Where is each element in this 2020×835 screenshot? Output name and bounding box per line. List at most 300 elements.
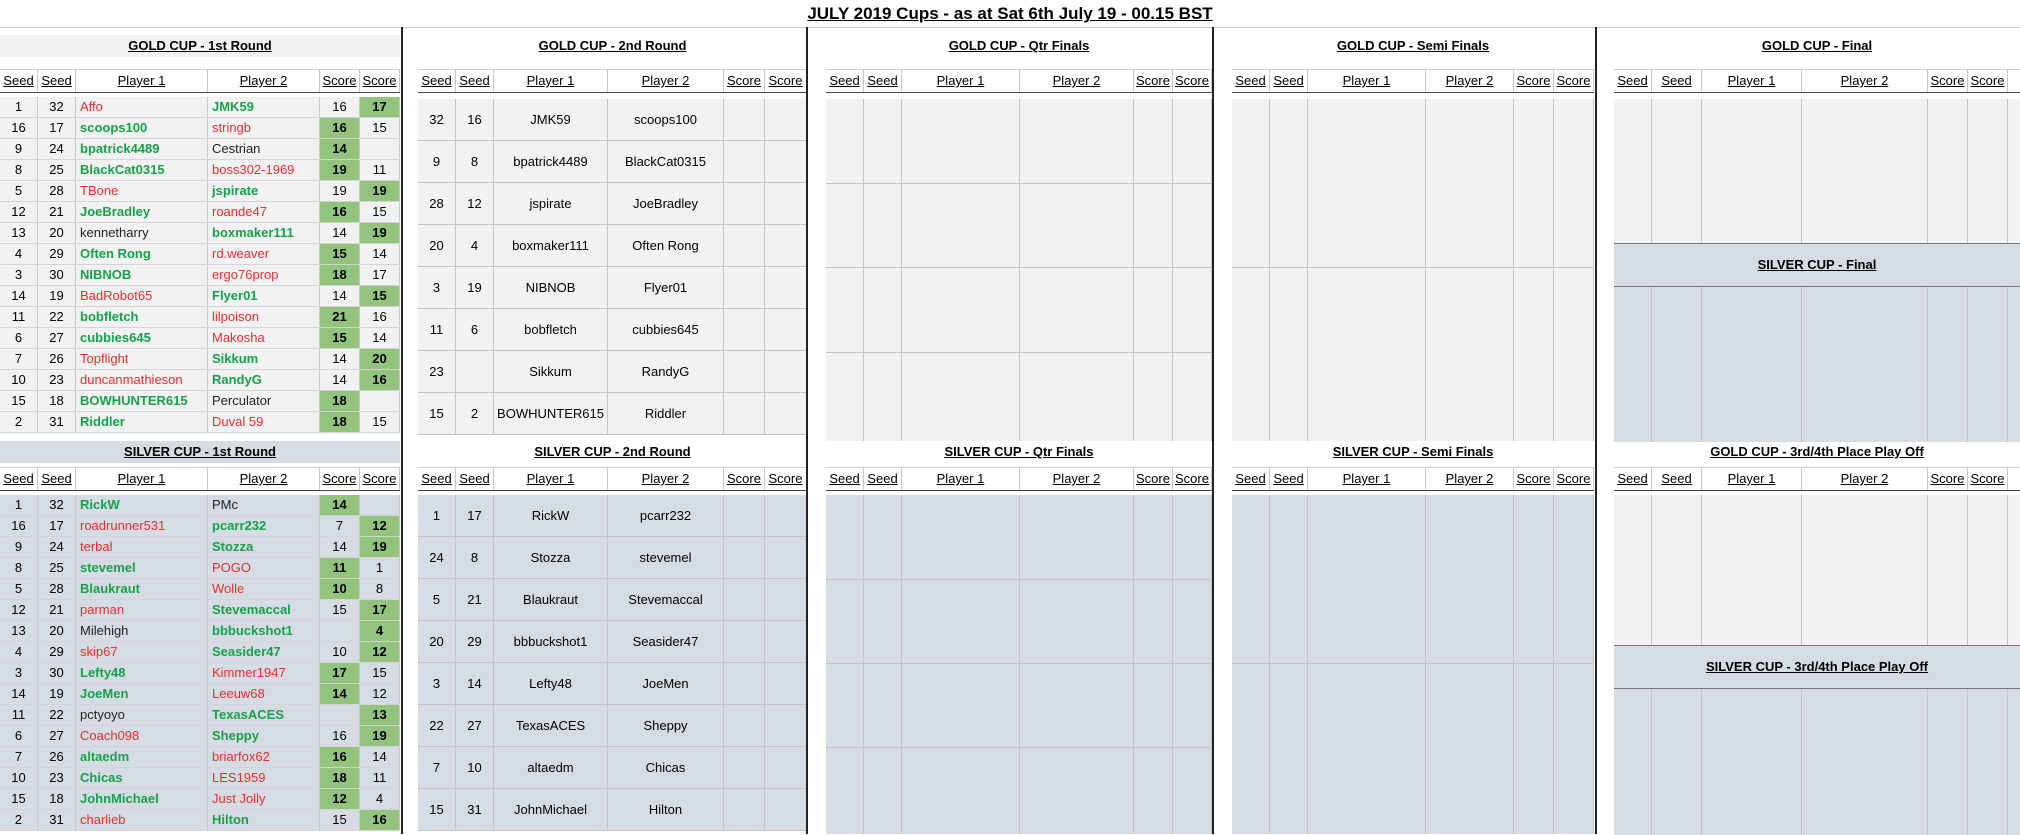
col-player2: Player 2 xyxy=(1426,468,1514,490)
seed-cell: 9 xyxy=(418,141,456,182)
seed-cell: 28 xyxy=(38,579,76,599)
col-score: Score xyxy=(765,468,807,490)
score2-cell: 12 xyxy=(360,516,400,536)
player2-cell: stringb xyxy=(208,118,320,138)
seed-cell: 32 xyxy=(418,99,456,140)
match-row xyxy=(0,370,400,391)
col-seed: Seed xyxy=(418,468,456,490)
match-row xyxy=(0,600,400,621)
score1-cell xyxy=(320,621,360,641)
gold-final-col-headers xyxy=(1614,69,2020,93)
player1-cell: skip67 xyxy=(76,642,208,662)
player1-cell: Chicas xyxy=(76,768,208,788)
col-player1: Player 1 xyxy=(76,70,208,92)
seed-cell: 3 xyxy=(0,663,38,683)
col-seed: Seed xyxy=(38,70,76,92)
seed-cell: 29 xyxy=(38,244,76,264)
score2-cell: 16 xyxy=(360,307,400,327)
score2-cell: 11 xyxy=(360,160,400,180)
seed-cell: 4 xyxy=(0,244,38,264)
silver-sf-col-headers xyxy=(1232,467,1594,491)
match-row xyxy=(0,286,400,307)
score2-cell xyxy=(765,705,807,746)
score1-cell: 14 xyxy=(320,223,360,243)
score1-cell xyxy=(724,789,765,830)
seed-cell: 20 xyxy=(418,225,456,266)
score2-cell: 14 xyxy=(360,328,400,348)
score1-cell: 17 xyxy=(320,663,360,683)
score1-cell: 19 xyxy=(320,160,360,180)
player2-cell: cubbies645 xyxy=(608,309,724,350)
player1-cell: Affo xyxy=(76,97,208,117)
player1-cell: terbal xyxy=(76,537,208,557)
seed-cell: 28 xyxy=(418,183,456,224)
score1-cell xyxy=(724,267,765,308)
seed-cell: 29 xyxy=(456,621,494,662)
col-seed: Seed xyxy=(1652,468,1702,490)
seed-cell: 13 xyxy=(0,621,38,641)
match-row xyxy=(0,516,400,537)
gold-final-panel xyxy=(1614,27,2020,243)
gold-r2-panel xyxy=(418,27,807,441)
match-row xyxy=(418,309,807,351)
player1-cell: parman xyxy=(76,600,208,620)
match-row xyxy=(0,307,400,328)
seed-cell: 13 xyxy=(0,223,38,243)
score1-cell: 15 xyxy=(320,244,360,264)
silver-final-title: SILVER CUP - Final xyxy=(1757,257,1877,272)
player2-cell: Seasider47 xyxy=(608,621,724,662)
match-row xyxy=(0,244,400,265)
player2-cell: Just Jolly xyxy=(208,789,320,809)
gold-final-title: GOLD CUP - Final xyxy=(1761,38,1873,53)
seed-cell: 26 xyxy=(38,747,76,767)
seed-cell: 8 xyxy=(0,160,38,180)
match-row xyxy=(418,705,807,747)
score2-cell: 14 xyxy=(360,747,400,767)
score2-cell xyxy=(765,309,807,350)
seed-cell: 22 xyxy=(418,705,456,746)
score1-cell: 18 xyxy=(320,412,360,432)
seed-cell: 19 xyxy=(456,267,494,308)
seed-cell: 23 xyxy=(418,351,456,392)
player1-cell: JMK59 xyxy=(494,99,608,140)
match-row xyxy=(418,747,807,789)
silver-3rd-title: SILVER CUP - 3rd/4th Place Play Off xyxy=(1705,659,1929,674)
gold-r1-title: GOLD CUP - 1st Round xyxy=(0,35,400,57)
gold-qf-panel xyxy=(826,27,1212,441)
match-row xyxy=(0,181,400,202)
score2-cell xyxy=(360,139,400,159)
score2-cell: 19 xyxy=(360,726,400,746)
gold-3rd-panel xyxy=(1614,441,2020,645)
player1-cell: BlackCat0315 xyxy=(76,160,208,180)
col-seed: Seed xyxy=(864,70,902,92)
score2-cell xyxy=(765,579,807,620)
seed-cell: 22 xyxy=(38,307,76,327)
player2-cell: lilpoison xyxy=(208,307,320,327)
col-player1: Player 1 xyxy=(902,468,1020,490)
player2-cell: stevemel xyxy=(608,537,724,578)
silver-final-empty-grid xyxy=(1614,287,2020,442)
seed-cell: 12 xyxy=(0,600,38,620)
player1-cell: TBone xyxy=(76,181,208,201)
score1-cell: 18 xyxy=(320,265,360,285)
col-player2: Player 2 xyxy=(608,70,724,92)
player1-cell: Stozza xyxy=(494,537,608,578)
player2-cell: Wolle xyxy=(208,579,320,599)
gold-3rd-empty-grid xyxy=(1614,495,2020,645)
player1-cell: RickW xyxy=(494,495,608,536)
seed-cell: 29 xyxy=(38,642,76,662)
score2-cell: 15 xyxy=(360,286,400,306)
player2-cell: rd.weaver xyxy=(208,244,320,264)
seed-cell: 7 xyxy=(418,747,456,788)
seed-cell: 8 xyxy=(456,537,494,578)
match-row xyxy=(0,160,400,181)
match-row xyxy=(0,391,400,412)
score1-cell xyxy=(724,579,765,620)
score2-cell xyxy=(765,225,807,266)
score1-cell: 10 xyxy=(320,642,360,662)
seed-cell: 14 xyxy=(0,684,38,704)
match-row xyxy=(418,183,807,225)
score1-cell: 19 xyxy=(320,181,360,201)
seed-cell: 7 xyxy=(0,747,38,767)
player1-cell: bpatrick4489 xyxy=(76,139,208,159)
match-row xyxy=(418,579,807,621)
score1-cell: 15 xyxy=(320,810,360,830)
col-player2: Player 2 xyxy=(608,468,724,490)
score2-cell xyxy=(765,351,807,392)
seed-cell: 21 xyxy=(456,579,494,620)
player2-cell: RandyG xyxy=(608,351,724,392)
score2-cell xyxy=(765,663,807,704)
col-score: Score xyxy=(1134,468,1173,490)
match-row xyxy=(418,141,807,183)
col-seed: Seed xyxy=(456,70,494,92)
gold-final-empty-grid xyxy=(1614,99,2020,243)
score1-cell: 12 xyxy=(320,789,360,809)
seed-cell: 32 xyxy=(38,97,76,117)
col-seed: Seed xyxy=(864,468,902,490)
score2-cell: 14 xyxy=(360,244,400,264)
match-row xyxy=(0,726,400,747)
score2-cell: 20 xyxy=(360,349,400,369)
score2-cell: 15 xyxy=(360,663,400,683)
player2-cell: Sheppy xyxy=(608,705,724,746)
match-row xyxy=(0,810,400,831)
col-seed: Seed xyxy=(826,70,864,92)
score1-cell xyxy=(724,309,765,350)
seed-cell: 12 xyxy=(0,202,38,222)
seed-cell: 15 xyxy=(418,393,456,434)
player2-cell: BlackCat0315 xyxy=(608,141,724,182)
seed-cell: 2 xyxy=(0,412,38,432)
score2-cell: 15 xyxy=(360,202,400,222)
player1-cell: Coach098 xyxy=(76,726,208,746)
player1-cell: RickW xyxy=(76,495,208,515)
seed-cell: 9 xyxy=(0,139,38,159)
col-player2: Player 2 xyxy=(208,70,320,92)
col-score: Score xyxy=(1928,70,1968,92)
seed-cell: 3 xyxy=(418,663,456,704)
match-row xyxy=(0,789,400,810)
seed-cell: 6 xyxy=(0,726,38,746)
col-score: Score xyxy=(1173,468,1212,490)
player1-cell: Lefty48 xyxy=(76,663,208,683)
player1-cell: BadRobot65 xyxy=(76,286,208,306)
score2-cell: 8 xyxy=(360,579,400,599)
match-row xyxy=(0,118,400,139)
seed-cell: 20 xyxy=(38,621,76,641)
seed-cell: 1 xyxy=(0,495,38,515)
score2-cell xyxy=(765,537,807,578)
gold-sf-empty-grid xyxy=(1232,99,1594,441)
col-score: Score xyxy=(765,70,807,92)
seed-cell: 2 xyxy=(456,393,494,434)
col-player2: Player 2 xyxy=(208,468,320,490)
col-player2: Player 2 xyxy=(1020,70,1134,92)
score1-cell: 15 xyxy=(320,600,360,620)
seed-cell: 15 xyxy=(418,789,456,830)
match-row xyxy=(418,537,807,579)
seed-cell: 24 xyxy=(38,537,76,557)
silver-final-panel xyxy=(1614,243,2020,442)
player2-cell: Seasider47 xyxy=(208,642,320,662)
player1-cell: bobfletch xyxy=(494,309,608,350)
seed-cell: 8 xyxy=(0,558,38,578)
player1-cell: kennetharry xyxy=(76,223,208,243)
seed-cell: 15 xyxy=(0,391,38,411)
match-row xyxy=(0,412,400,433)
score2-cell xyxy=(765,393,807,434)
silver-r2-col-headers xyxy=(418,467,807,491)
seed-cell: 3 xyxy=(0,265,38,285)
col-seed: Seed xyxy=(0,70,38,92)
match-row xyxy=(418,393,807,435)
score1-cell xyxy=(724,225,765,266)
score2-cell: 16 xyxy=(360,370,400,390)
match-row xyxy=(0,705,400,726)
player1-cell: roadrunner531 xyxy=(76,516,208,536)
player2-cell: Flyer01 xyxy=(208,286,320,306)
score1-cell: 11 xyxy=(320,558,360,578)
player2-cell: ergo76prop xyxy=(208,265,320,285)
col-seed: Seed xyxy=(1232,468,1270,490)
seed-cell: 2 xyxy=(0,810,38,830)
seed-cell: 27 xyxy=(38,328,76,348)
col-player2: Player 2 xyxy=(1802,70,1928,92)
match-row xyxy=(418,495,807,537)
seed-cell: 31 xyxy=(38,412,76,432)
player1-cell: JoeMen xyxy=(76,684,208,704)
column-divider xyxy=(1595,27,1597,834)
player1-cell: bpatrick4489 xyxy=(494,141,608,182)
gold-3rd-col-headers xyxy=(1614,467,2020,491)
score1-cell: 14 xyxy=(320,370,360,390)
player2-cell: Kimmer1947 xyxy=(208,663,320,683)
match-row xyxy=(0,579,400,600)
gold-r2-rows xyxy=(418,99,807,435)
seed-cell: 14 xyxy=(456,663,494,704)
col-player2: Player 2 xyxy=(1020,468,1134,490)
player1-cell: Often Rong xyxy=(76,244,208,264)
player2-cell: Often Rong xyxy=(608,225,724,266)
col-seed: Seed xyxy=(1270,70,1308,92)
seed-cell: 31 xyxy=(38,810,76,830)
score1-cell: 7 xyxy=(320,516,360,536)
seed-cell: 12 xyxy=(456,183,494,224)
silver-qf-panel xyxy=(826,441,1212,834)
player2-cell: TexasACES xyxy=(208,705,320,725)
player2-cell: pcarr232 xyxy=(208,516,320,536)
player2-cell: Makosha xyxy=(208,328,320,348)
seed-cell: 8 xyxy=(456,141,494,182)
score2-cell: 16 xyxy=(360,810,400,830)
seed-cell: 10 xyxy=(0,370,38,390)
silver-qf-title: SILVER CUP - Qtr Finals xyxy=(944,444,1094,459)
score1-cell: 16 xyxy=(320,118,360,138)
col-score: Score xyxy=(724,468,765,490)
silver-r1-col-headers xyxy=(0,467,400,491)
score1-cell: 14 xyxy=(320,495,360,515)
score2-cell xyxy=(765,621,807,662)
gold-qf-col-headers xyxy=(826,69,1212,93)
seed-cell: 23 xyxy=(38,370,76,390)
player2-cell: POGO xyxy=(208,558,320,578)
score1-cell xyxy=(724,351,765,392)
column-divider xyxy=(1212,27,1214,834)
score1-cell xyxy=(724,663,765,704)
col-score: Score xyxy=(320,70,360,92)
player2-cell: pcarr232 xyxy=(608,495,724,536)
score2-cell xyxy=(765,495,807,536)
player1-cell: Blaukraut xyxy=(494,579,608,620)
col-player1: Player 1 xyxy=(1308,468,1426,490)
col-player1: Player 1 xyxy=(76,468,208,490)
player2-cell: Sikkum xyxy=(208,349,320,369)
match-row xyxy=(0,328,400,349)
player2-cell: LES1959 xyxy=(208,768,320,788)
score2-cell: 12 xyxy=(360,642,400,662)
score2-cell xyxy=(765,267,807,308)
player1-cell: bbbuckshot1 xyxy=(494,621,608,662)
col-score: Score xyxy=(724,70,765,92)
col-player1: Player 1 xyxy=(494,468,608,490)
match-row xyxy=(0,642,400,663)
gold-r2-title: GOLD CUP - 2nd Round xyxy=(538,38,687,53)
seed-cell: 4 xyxy=(456,225,494,266)
match-row xyxy=(418,663,807,705)
seed-cell xyxy=(456,351,494,392)
score1-cell: 21 xyxy=(320,307,360,327)
score2-cell: 4 xyxy=(360,621,400,641)
seed-cell: 3 xyxy=(418,267,456,308)
score1-cell: 18 xyxy=(320,768,360,788)
match-row xyxy=(418,621,807,663)
seed-cell: 21 xyxy=(38,600,76,620)
gold-sf-panel xyxy=(1232,27,1594,441)
player2-cell: Flyer01 xyxy=(608,267,724,308)
silver-3rd-panel xyxy=(1614,645,2020,835)
silver-3rd-empty-grid xyxy=(1614,689,2020,835)
seed-cell: 27 xyxy=(38,726,76,746)
col-player1: Player 1 xyxy=(1308,70,1426,92)
seed-cell: 21 xyxy=(38,202,76,222)
seed-cell: 16 xyxy=(0,118,38,138)
seed-cell: 5 xyxy=(0,181,38,201)
player1-cell: charlieb xyxy=(76,810,208,830)
col-player2: Player 2 xyxy=(1426,70,1514,92)
score2-cell xyxy=(765,789,807,830)
match-row xyxy=(0,684,400,705)
seed-cell: 24 xyxy=(38,139,76,159)
gold-qf-empty-grid xyxy=(826,99,1212,441)
match-row xyxy=(0,747,400,768)
seed-cell: 27 xyxy=(456,705,494,746)
seed-cell: 30 xyxy=(38,265,76,285)
seed-cell: 32 xyxy=(38,495,76,515)
gold-r1-rows xyxy=(0,97,400,433)
score2-cell: 19 xyxy=(360,181,400,201)
player2-cell: JoeBradley xyxy=(608,183,724,224)
score1-cell xyxy=(320,705,360,725)
score1-cell: 16 xyxy=(320,202,360,222)
col-seed: Seed xyxy=(418,70,456,92)
seed-cell: 26 xyxy=(38,349,76,369)
silver-sf-panel xyxy=(1232,441,1594,834)
score1-cell: 16 xyxy=(320,726,360,746)
col-seed: Seed xyxy=(826,468,864,490)
col-score: Score xyxy=(1134,70,1173,92)
player2-cell: Leeuw68 xyxy=(208,684,320,704)
col-score: Score xyxy=(1554,468,1594,490)
seed-cell: 15 xyxy=(0,789,38,809)
seed-cell: 9 xyxy=(0,537,38,557)
player2-cell: JoeMen xyxy=(608,663,724,704)
player1-cell: boxmaker111 xyxy=(494,225,608,266)
seed-cell: 6 xyxy=(0,328,38,348)
match-row xyxy=(418,99,807,141)
score1-cell: 10 xyxy=(320,579,360,599)
match-row xyxy=(0,558,400,579)
match-row xyxy=(0,621,400,642)
seed-cell: 28 xyxy=(38,181,76,201)
seed-cell: 16 xyxy=(456,99,494,140)
score1-cell: 14 xyxy=(320,349,360,369)
player1-cell: TexasACES xyxy=(494,705,608,746)
seed-cell: 25 xyxy=(38,558,76,578)
player1-cell: Blaukraut xyxy=(76,579,208,599)
player2-cell: boxmaker111 xyxy=(208,223,320,243)
seed-cell: 7 xyxy=(0,349,38,369)
match-row xyxy=(418,267,807,309)
player2-cell: Duval 59 xyxy=(208,412,320,432)
col-score: Score xyxy=(1514,468,1554,490)
score1-cell xyxy=(724,495,765,536)
col-score: Score xyxy=(1173,70,1212,92)
player1-cell: Lefty48 xyxy=(494,663,608,704)
seed-cell: 6 xyxy=(456,309,494,350)
score1-cell: 16 xyxy=(320,747,360,767)
player1-cell: NIBNOB xyxy=(76,265,208,285)
player2-cell: Stevemaccal xyxy=(608,579,724,620)
score1-cell xyxy=(724,537,765,578)
player1-cell: cubbies645 xyxy=(76,328,208,348)
match-row xyxy=(0,139,400,160)
seed-cell: 20 xyxy=(38,223,76,243)
